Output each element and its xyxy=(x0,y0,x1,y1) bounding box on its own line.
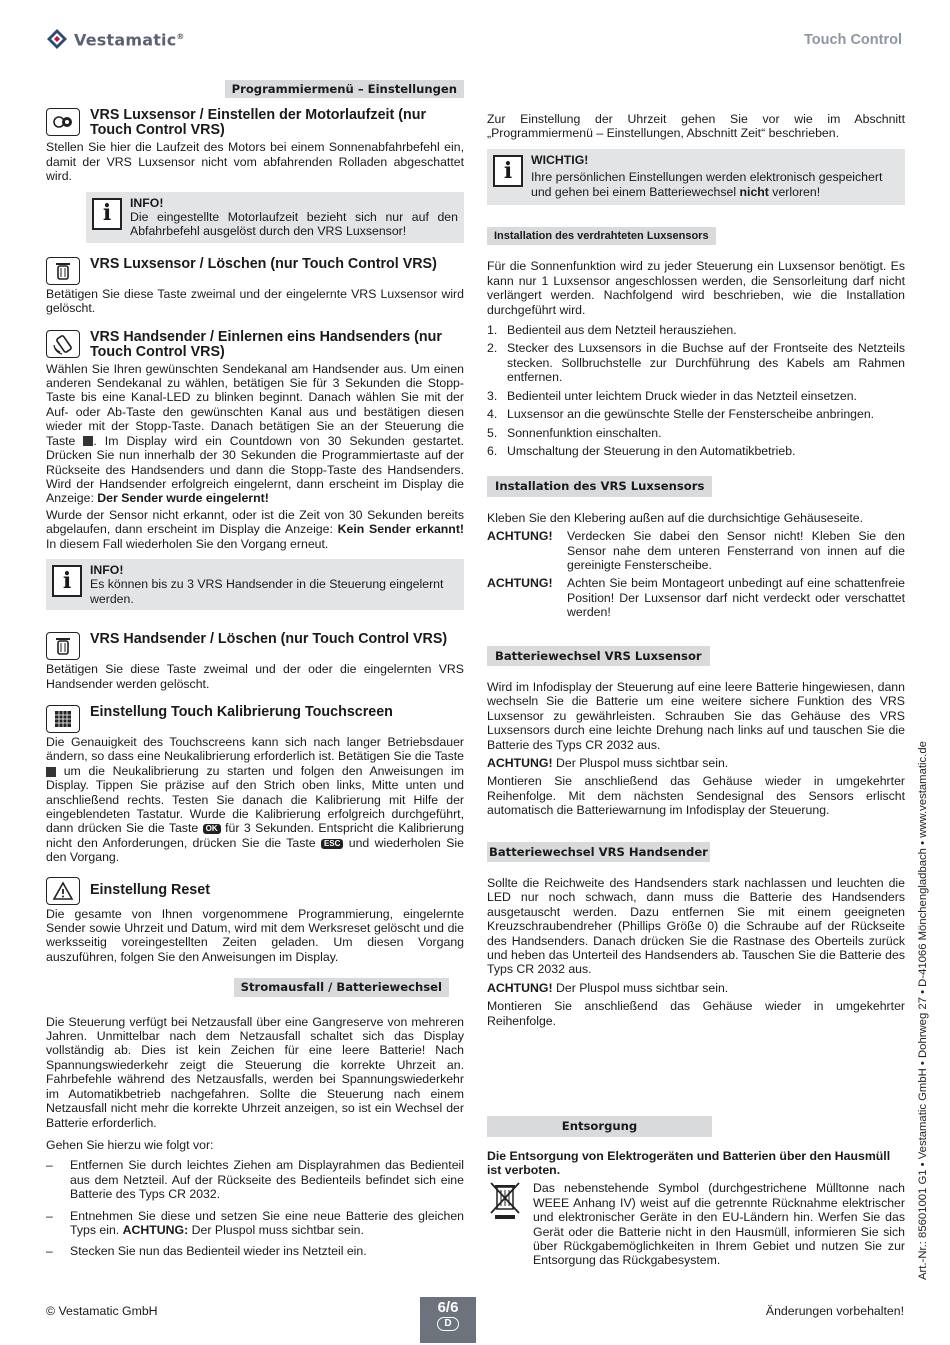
page-header xyxy=(0,0,950,60)
paragraph: Montieren Sie anschließend das Gehäuse wieder in umgekehrter Reihenfolge. xyxy=(487,999,905,1028)
remote-key-icon xyxy=(83,436,93,446)
list-item: 3. Bedienteil unter leichtem Druck wieder in das Netzteil einsetzen. xyxy=(487,388,857,403)
important-title: WICHTIG! xyxy=(531,152,589,167)
section-header-wrap xyxy=(487,842,905,862)
section-header-wrap xyxy=(46,978,464,996)
section-header-wrap xyxy=(46,80,464,98)
section-header-wrap xyxy=(487,476,905,496)
paragraph: Montieren Sie anschließend das Gehäuse wieder in umgekehrter Reihenfolge. Mit dem nächsten Sendesignal des Sensors erlischt automatisch die Batteriewarnung im Infodisplay der Steuerung. xyxy=(487,774,905,818)
section-batterie-luxsensor: Batteriewechsel VRS Luxsensor xyxy=(487,646,710,666)
touchscreen-grid-icon xyxy=(46,705,80,733)
section-header-wrap xyxy=(487,646,905,666)
document-title: Touch Control xyxy=(804,32,902,48)
paragraph: Zur Einstellung der Uhrzeit gehen Sie vor wie im Abschnitt „Programmiermenü – Einstellungen, Abschnitt Zeit“ beschrieben. xyxy=(487,112,905,141)
function-kalibrierung xyxy=(46,705,464,733)
page-number: 6/6 xyxy=(437,1299,459,1316)
list-item: 6. Umschaltung der Steuerung in den Automatikbetrieb. xyxy=(487,443,796,458)
function-title: VRS Luxsensor / Löschen (nur Touch Control VRS) xyxy=(90,255,437,272)
section-header-wrap xyxy=(487,1116,905,1136)
function-reset xyxy=(46,877,464,905)
footer-notice: Änderungen vorbehalten! xyxy=(765,1304,904,1318)
paragraph: ACHTUNG! Der Pluspol muss sichtbar sein. xyxy=(487,980,729,995)
info-box xyxy=(46,559,464,610)
vestamatic-logo-icon xyxy=(46,28,68,50)
list-item: 5. Sonnenfunktion einschalten. xyxy=(487,425,662,440)
brand-name: Vestamatic® xyxy=(74,30,185,50)
ok-key-icon: OK xyxy=(203,824,221,834)
paragraph: Für die Sonnenfunktion wird zu jeder Steuerung ein Luxsensor benötigt. Es kann nur 1 Luxsensor angeschlossen werden, die Sensorleitung darf nicht verlängert werden. Nachfolgend wird beschrieben, wie die Installation durchgeführt wird. xyxy=(487,259,905,317)
section-entsorgung: Entsorgung xyxy=(487,1116,712,1136)
info-icon: i xyxy=(493,155,523,187)
section-vrs-luxsensor: Installation des VRS Luxsensors xyxy=(487,476,712,496)
crossed-bin-icon xyxy=(487,1181,523,1221)
list-item: 1. Bedienteil aus dem Netzteil herausziehen. xyxy=(487,323,737,338)
paragraph: Die Entsorgung von Elektrogeräten und Batterien über den Hausmüll ist verboten. xyxy=(487,1148,891,1177)
important-box xyxy=(487,149,905,205)
section-batterie-handsender: Batteriewechsel VRS Handsender xyxy=(487,842,710,862)
list-item: 4. Luxsensor an die gewünschte Stelle der Fensterscheibe anbringen. xyxy=(487,407,875,422)
function-handsender-einlernen xyxy=(46,330,464,360)
paragraph: Wurde der Sensor nicht erkannt, oder ist die Zeit von 30 Sekunden bereits abgelaufen, dann erscheint im Display die Anzeige: Kein Sender erkannt! In diesem Fall wiederholen Sie den Vorgang erneut. xyxy=(46,507,465,551)
list-item: – Stecken Sie nun das Bedienteil wieder ins Netzteil ein. xyxy=(46,1244,367,1259)
function-title: VRS Handsender / Löschen (nur Touch Control VRS) xyxy=(90,631,448,648)
warning-row: ACHTUNG! Verdecken Sie dabei den Sensor nicht! Kleben Sie den Sensor nahe dem unteren Fensterrand von innen auf die gereinigte Fensterscheibe. xyxy=(487,529,905,572)
function-title: VRS Handsender / Einlernen eins Handsenders (nur Touch Control VRS) xyxy=(90,328,442,360)
page-number-badge xyxy=(420,1297,476,1343)
info-text: Die eingestellte Motorlaufzeit bezieht sich nur auf den Abfahrbefehl ausgelöst durch den VRS Luxsensor! xyxy=(130,210,458,239)
function-handsender-loeschen xyxy=(46,632,464,660)
esc-key-icon: ESC xyxy=(321,839,343,849)
paragraph: Die gesamte von Ihnen vorgenommene Programmierung, eingelernte Sender sowie Uhrzeit und Datum, wird mit dem Werksreset gelöscht und die werksseitig voreingestellten Zeiten geladen. Um diesen Vorgang auszuführen, folgen Sie den Anweisungen im Display. xyxy=(46,906,464,964)
brand-logo xyxy=(46,28,185,50)
list-item: 2. Stecker des Luxsensors in die Buchse auf der Frontseite des Netzteils stecken. Sollbruchstelle zur Durchführung des Kabels am Rahmen entfernen. xyxy=(487,341,905,385)
list-item: – Entfernen Sie durch leichtes Ziehen am Displayrahmen das Bedienteil aus dem Netzteil. Auf der Rückseite des Bedienteils befindet sich eine Batterie des Typs CR 2032. xyxy=(46,1158,464,1202)
section-verdrahtet: Installation des verdrahteten Luxsensors xyxy=(487,227,716,245)
function-title: VRS Luxsensor / Einstellen der Motorlaufzeit (nur Touch Control VRS) xyxy=(90,107,427,139)
paragraph: Betätigen Sie diese Taste zweimal und der eingelernte VRS Luxsensor wird gelöscht. xyxy=(46,286,464,316)
section-programmiermenue: Programmiermenü – Einstellungen xyxy=(225,80,464,98)
info-box xyxy=(86,192,464,243)
wired-steps xyxy=(487,323,905,458)
gear-timer-icon xyxy=(46,108,80,136)
trash-icon xyxy=(46,632,80,660)
warning-row: ACHTUNG! Achten Sie beim Montageort unbedingt auf eine schattenfreie Position! Der Luxsensor darf nicht verdeckt oder verschattet werden! xyxy=(487,576,905,620)
paragraph: Kleben Sie den Klebering außen auf die durchsichtige Gehäuseseite. xyxy=(487,510,863,525)
left-column xyxy=(46,80,464,1266)
remote-icon xyxy=(46,330,80,358)
function-title: Einstellung Touch Kalibrierung Touchscreen xyxy=(90,703,393,720)
section-header-wrap xyxy=(487,227,905,245)
paragraph: ACHTUNG! Der Pluspol muss sichtbar sein. xyxy=(487,756,729,770)
paragraph: Die Genauigkeit des Touchscreens kann sich nach langer Betriebsdauer ändern, so dass eine Neukalibrierung erforderlich ist. Betätigen Sie die Taste um die Neukalibrierung zu starten und folgen den Anweisungen im Display. Tippen Sie präzise auf den Strich oben links, Mitte unten und anschließend rechts. Testen Sie danach die Kalibrierung mit Hilfe der eingeblendeten Tastatur. Wurde die Kalibrierung erfolgreich durchgeführt, dann drücken Sie die Taste OK für 3 Sekunden. Entspricht die Kalibrierung nicht den Anforderungen, drücken Sie die Taste ESC und wiederholen Sie den Vorgang. xyxy=(46,734,464,865)
calibrate-key-icon xyxy=(46,767,56,777)
info-icon: i xyxy=(52,565,82,597)
paragraph: Wählen Sie Ihren gewünschten Sendekanal am Handsender aus. Um einen anderen Sendekanal zu wählen, betätigen Sie für 3 Sekunden die Stopp-Taste bis eine Kanal-LED zu blinken beginnt. Danach wählen Sie mit der Auf- oder Ab-Taste den gewünschten Kanal aus und bestätigen diesen wieder mit der Stopp-Taste. Danach betätigen Sie an der Steuerung die Taste . Im Display wird ein Countdown von 30 Sekunden gestartet. Drücken Sie nun innerhalb der 30 Sekunden die Programmiertaste auf der Rückseite des Handsenders und dann die Stopp-Taste des Handsenders. Wird der Handsender erfolgreich eingelernt, dann erscheint im Display die Anzeige: Der Sender wurde eingelernt! xyxy=(46,361,465,506)
function-luxsensor-loeschen xyxy=(46,257,464,285)
paragraph: Stellen Sie hier die Laufzeit des Motors bei einem Sonnenabfahrbefehl ein, damit der VRS Luxsensor nicht vom abfahrenden Rolladen abgeschattet wird. xyxy=(46,140,464,184)
function-luxsensor-motorlaufzeit xyxy=(46,108,464,138)
important-text: Ihre persönlichen Einstellungen werden elektronisch gespeichert und gehen bei einem Batteriewechsel nicht verloren! xyxy=(531,170,883,199)
paragraph: Das nebenstehende Symbol (durchgestrichene Mülltonne nach WEEE Anhang IV) weist auf die getrennte Rücknahme elektrischer und elektronischer Geräte in den EU-Ländern hin. Werfen Sie das Gerät oder die Batterie nicht in den Hausmüll, informieren Sie sich über Rückgabemöglichkeiten in Ihrem Gebiet und nutzen Sie zur Entsorgung das Rückgabesystem. xyxy=(533,1181,905,1268)
function-title: Einstellung Reset xyxy=(90,882,210,899)
battery-steps xyxy=(46,1158,464,1258)
paragraph: Betätigen Sie diese Taste zweimal und der oder die eingelernten VRS Handsender werden gelöscht. xyxy=(46,662,464,691)
paragraph: Gehen Sie hierzu wie folgt vor: xyxy=(46,1137,214,1152)
right-column xyxy=(487,110,905,1268)
info-text: Es können bis zu 3 VRS Handsender in die Steuerung eingelernt werden. xyxy=(90,577,444,606)
disposal-row xyxy=(487,1181,905,1267)
section-stromausfall: Stromausfall / Batteriewechsel xyxy=(234,978,449,996)
trash-icon xyxy=(46,257,80,285)
paragraph: Sollte die Reichweite des Handsenders stark nachlassen und leuchten die LED nur noch schwach, dann muss die Batterie des Handsenders ausgetauscht werden. Dazu entfernen Sie mit einem geeigneten Kreuzschraubendreher (Phillips Größe 0) die Schraube auf der Rückseite des Handsenders. Danach drücken Sie die Rastnase des Oberteils zurück und heben das Unterteil des Handsenders ab. Tauschen Sie die Batterie des Typs CR 2032 aus. xyxy=(487,876,905,977)
paragraph: Wird im Infodisplay der Steuerung auf eine leere Batterie hingewiesen, dann wechseln Sie die Batterie um eine weitere sichere Funktion des VRS Luxsensor zu gewährleisten. Schrauben Sie das Gehäuse des VRS Luxsensors durch eine leichte Drehung nach links auf und tauschen Sie die Batterie des Typs CR 2032 aus. xyxy=(487,679,905,752)
info-title: INFO! xyxy=(90,562,124,577)
country-code: D xyxy=(437,1317,459,1331)
paragraph: Die Steuerung verfügt bei Netzausfall über eine Gangreserve von mehreren Jahren. Unmittelbar nach dem Netzausfall schaltet sich das Display vollständig ab. Dies ist kein Zeichen für eine leere Batterie! Nach Spannungswiederkehr zeigt die Steuerung die korrekte Uhrzeit an. Fahrbefehle während des Netzausfalls, werden bei Spannungswiederkehr im Automatikbetrieb nachgefahren. Sollte die Steuerung nach einem Netzausfall nicht mehr die korrekte Uhrzeit anzeigen, so ist ein Wechsel der Batterie erforderlich. xyxy=(46,1014,464,1130)
list-item: – Entnehmen Sie diese und setzen Sie eine neue Batterie des gleichen Typs ein. ACHTUNG: Der Pluspol muss sichtbar sein. xyxy=(46,1208,464,1237)
info-icon: i xyxy=(92,198,122,230)
footer-copyright: © Vestamatic GmbH xyxy=(46,1304,158,1318)
warning-icon xyxy=(46,877,80,905)
side-imprint: Art.-Nr.: 85601001 G1 • Vestamatic GmbH • Dohrweg 27 • D-41066 Mönchengladbach • www.vestamatic.de xyxy=(917,741,929,1280)
info-title: INFO! xyxy=(130,195,164,210)
